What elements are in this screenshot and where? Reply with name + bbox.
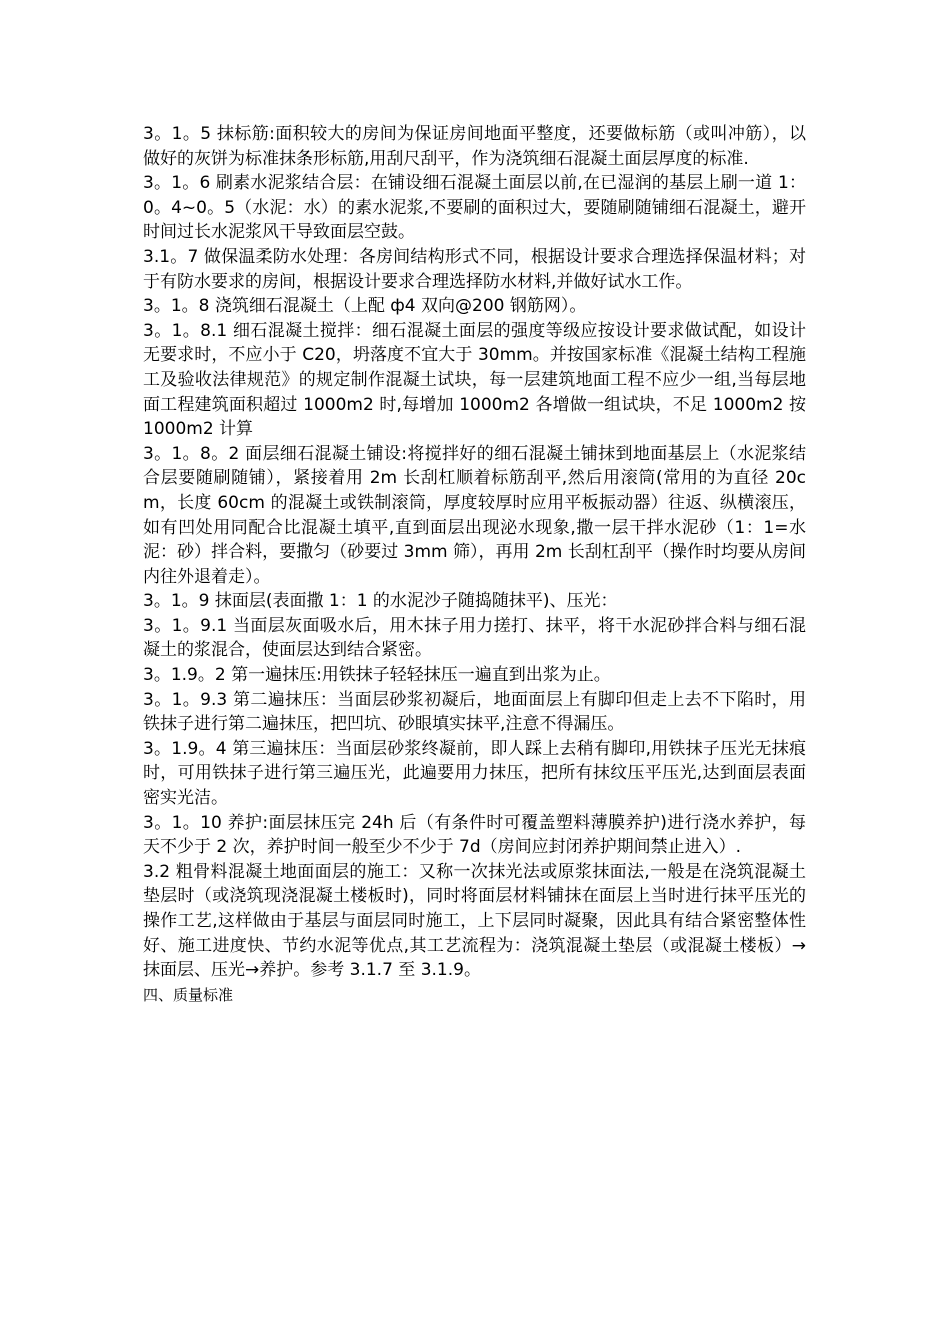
paragraph-3-1-8: 3。1。8 浇筑细石混凝土（上配 ф4 双向@200 钢筋网）。 [143, 296, 587, 317]
section-heading: 四、质量标准 [143, 985, 234, 1004]
document-page [143, 122, 806, 1007]
paragraph-3-1-7: 3.1。7 做保温柔防水处理：各房间结构形式不同，根据设计要求合理选择保温材料；对于有防水要求的房间，根据设计要求合理选择防水材料,并做好试水工作。 [143, 246, 806, 292]
paragraph-3-1-9-2: 3。1.9。2 第一遍抹压:用铁抹子轻轻抹压一遍直到出浆为止。 [143, 665, 611, 686]
paragraph-3-1-5: 3。1。5 抹标筋:面积较大的房间为保证房间地面平整度，还要做标筋（或叫冲筋），以做好的灰饼为标准抹条形标筋,用刮尺刮平，作为浇筑细石混凝土面层厚度的标准. [143, 124, 806, 169]
paragraph-3-1-9-4: 3。1.9。4 第三遍抹压：当面层砂浆终凝前，即人踩上去稍有脚印,用铁抹子压光无抹痕时，可用铁抹子进行第三遍压光，此遍要用力抹压，把所有抹纹压平压光,达到面层表面密实光洁。 [143, 738, 806, 809]
paragraph-3-1-6: 3。1。6 刷素水泥浆结合层：在铺设细石混凝土面层以前,在已湿润的基层上刷一道 1：0。4~0。5（水泥：水）的素水泥浆,不要刷的面积过大，要随刷随铺细石混凝土，避开时间过长水泥浆风干导致面层空鼓。 [143, 173, 806, 243]
paragraph-3-1-8-2: 3。1。8。2 面层细石混凝土铺设:将搅拌好的细石混凝土铺抹到地面基层上（水泥浆结合层要随刷随铺），紧接着用 2m 长刮杠顺着标筋刮平,然后用滚筒(常用的为直径 20cm，长度 60cm 的混凝土或铁制滚筒，厚度较厚时应用平板振动器）往返、纵横滚压，如有凹处用同配合比混凝土填平,直到面层出现泌水现象,撒一层干拌水泥砂（1：1=水泥：砂）拌合料，要撒匀（砂要过 3mm 筛），再用 2m 长刮杠刮平（操作时均要从房间内往外退着走）。 [143, 443, 806, 587]
paragraph-3-1-9-3: 3。1。9.3 第二遍抹压：当面层砂浆初凝后，地面面层上有脚印但走上去不下陷时，用铁抹子进行第二遍抹压，把凹坑、砂眼填实抹平,注意不得漏压。 [143, 689, 806, 735]
paragraph-3-2: 3.2 粗骨料混凝土地面面层的施工：又称一次抹光法或原浆抹面法,一般是在浇筑混凝土垫层时（或浇筑现浇混凝土楼板时)，同时将面层材料铺抹在面层上当时进行抹平压光的操作工艺,这样做由于基层与面层同时施工，上下层同时凝聚，因此具有结合紧密整体性好、施工进度快、节约水泥等优点,其工艺流程为：浇筑混凝土垫层（或混凝土楼板）→抹面层、压光→养护。参考 3.1.7 至 3.1.9。 [143, 861, 806, 981]
paragraph-3-1-9-1: 3。1。9.1 当面层灰面吸水后，用木抹子用力搓打、抹平，将干水泥砂拌合料与细石混凝土的浆混合，使面层达到结合紧密。 [143, 615, 806, 661]
paragraph-3-1-8-1: 3。1。8.1 细石混凝土搅拌：细石混凝土面层的强度等级应按设计要求做试配，如设计无要求时，不应小于 C20，坍落度不宜大于 30mm。并按国家标准《混凝土结构工程施工及验收法律规范》的规定制作混凝土试块，每一层建筑地面工程不应少一组,当每层地面工程建筑面积超过 1000m2 时,每增加 1000m2 各增做一组试块，不足 1000m2 按 1000m2 计算 [143, 320, 806, 440]
paragraph-3-1-9: 3。1。9 抹面层(表面撒 1：1 的水泥沙子随捣随抹平)、压光： [143, 591, 618, 612]
paragraph-3-1-10: 3。1。10 养护:面层抹压完 24h 后（有条件时可覆盖塑料薄膜养护)进行浇水养护，每天不少于 2 次，养护时间一般至少不少于 7d（房间应封闭养护期间禁止进入）. [143, 812, 806, 858]
